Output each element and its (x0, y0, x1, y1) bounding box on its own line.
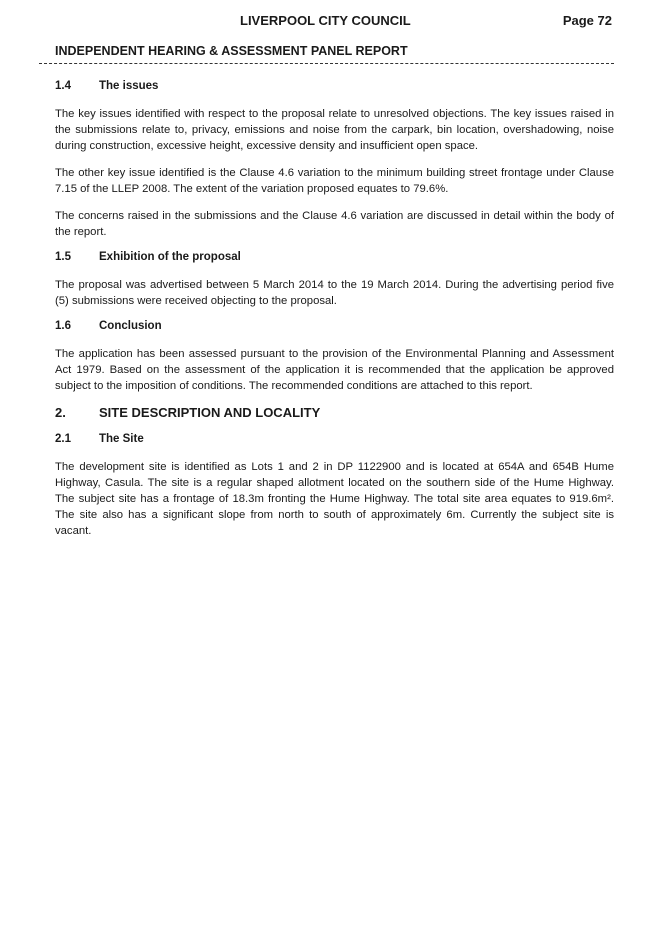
section-title: Exhibition of the proposal (99, 251, 241, 263)
paragraph: The concerns raised in the submissions and the Clause 4.6 variation are discussed in detail within the body of the report. (55, 210, 614, 238)
paragraph: The other key issue identified is the Clause 4.6 variation to the minimum building street frontage under Clause 7.15 of the LLEP 2008. The extent of the variation proposed equates to 79.6%. (55, 167, 614, 195)
council-name: LIVERPOOL CITY COUNCIL (240, 13, 411, 28)
section-heading-1-4 (55, 80, 614, 95)
section-number: 2. (55, 405, 66, 420)
section-title: Conclusion (99, 320, 162, 332)
section-heading-2-1 (55, 433, 614, 448)
section-number: 1.6 (55, 320, 71, 332)
header-divider (39, 63, 614, 64)
section-number: 1.5 (55, 251, 71, 263)
section-heading-1-5 (55, 251, 614, 266)
section-title: The issues (99, 80, 159, 92)
report-title: INDEPENDENT HEARING & ASSESSMENT PANEL REPORT (55, 44, 408, 58)
section-number: 2.1 (55, 433, 71, 445)
paragraph: The application has been assessed pursuant to the provision of the Environmental Planning and Assessment Act 1979. Based on the assessment of the application it is recommended that the application be approved subject to the imposition of conditions. The recommended conditions are attached to this report. (55, 348, 614, 392)
section-number: 1.4 (55, 80, 71, 92)
section-title: The Site (99, 433, 144, 445)
paragraph: The development site is identified as Lots 1 and 2 in DP 1122900 and is located at 654A and 654B Hume Highway, Casula. The site is a regular shaped allotment located on the southern side of the Hume Highway. The subject site has a frontage of 18.3m fronting the Hume Highway. The total site area equates to 919.6m². The site also has a significant slope from north to south of approximately 6m. Currently the subject site is vacant. (55, 461, 614, 537)
page-header (55, 13, 614, 31)
paragraph: The key issues identified with respect to the proposal relate to unresolved objections. The key issues raised in the submissions relate to, privacy, emissions and noise from the carpark, bin location, overshadowing, noise during construction, excessive height, excessive density and insufficient open space. (55, 108, 614, 152)
section-title: SITE DESCRIPTION AND LOCALITY (99, 405, 321, 420)
section-heading-1-6 (55, 320, 614, 335)
section-heading-2 (55, 405, 614, 422)
report-body (55, 80, 614, 550)
page-number: Page 72 (562, 13, 612, 28)
paragraph: The proposal was advertised between 5 March 2014 to the 19 March 2014. During the advertising period five (5) submissions were received objecting to the proposal. (55, 279, 614, 307)
